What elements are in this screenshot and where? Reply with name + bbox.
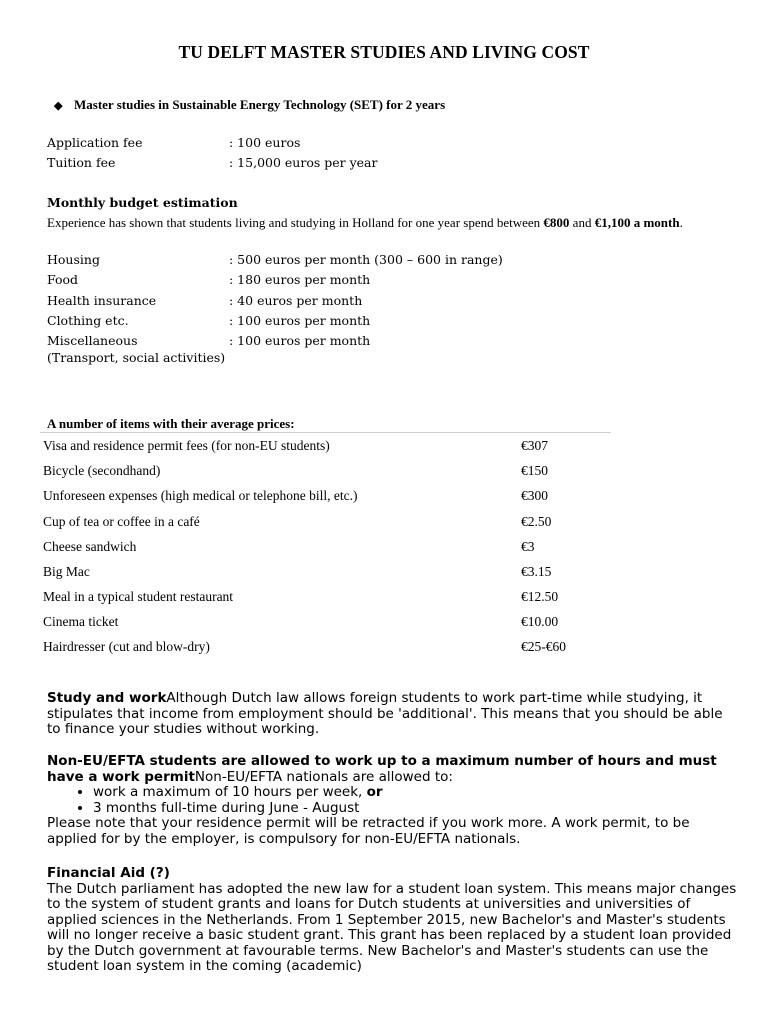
budget-row	[47, 293, 362, 309]
study-work-body: Although Dutch law allows foreign students to work part-time while studying, it stipulates that income from employment should be 'additional'. This means that you should be able to finance your studies without working.	[47, 690, 723, 737]
fee-row	[47, 135, 300, 151]
list-item	[93, 785, 737, 801]
financial-aid-body: The Dutch parliament has adopted the new law for a student loan system. This means major changes to the system of student grants and loans for Dutch students at universities and universities of applied sciences in the Netherlands. From 1 September 2015, new Bachelor's and Master's students will no longer receive a basic student grant. This grant has been replaced by a student loan provided by the Dutch government at favourable terms. New Bachelor's and Master's students can use the student loan system in the coming (academic)	[47, 880, 737, 974]
budget-label: Miscellaneous	[47, 333, 138, 348]
item-price: €10.00	[521, 614, 559, 629]
item-name: Meal in a typical student restaurant	[43, 589, 234, 604]
study-work-heading: Study and work	[47, 690, 167, 706]
budget-value: : 180 euros per month	[229, 272, 371, 287]
budget-low: €800	[543, 215, 570, 230]
item-price: €3.15	[521, 564, 552, 579]
item-price: €150	[521, 463, 548, 478]
item-price: €12.50	[521, 589, 559, 604]
items-divider	[40, 432, 611, 433]
fee-value: : 100 euros	[229, 135, 301, 150]
item-price: €2.50	[521, 514, 552, 529]
budget-note-and: and	[569, 215, 595, 230]
program-bullet	[54, 97, 445, 113]
fee-label: Application fee	[47, 135, 143, 150]
non-eu-section	[47, 754, 737, 847]
bullet-or: or	[366, 784, 383, 800]
item-name: Big Mac	[43, 564, 90, 579]
budget-label: Health insurance	[47, 293, 157, 308]
budget-misc-sub: (Transport, social activities)	[47, 350, 226, 365]
budget-row	[47, 272, 370, 288]
financial-aid-heading: Financial Aid (?)	[47, 865, 170, 881]
item-name: Unforeseen expenses (high medical or telephone bill, etc.)	[43, 488, 358, 503]
item-price: €3	[521, 539, 535, 554]
list-item: • 3 months full-time during June - August	[93, 801, 737, 817]
study-work-section	[47, 691, 737, 738]
budget-value: : 500 euros per month (300 – 600 in range)	[229, 252, 503, 267]
financial-aid-section	[47, 866, 737, 975]
fee-value: : 15,000 euros per year	[229, 155, 378, 170]
item-price: €25-€60	[521, 639, 566, 654]
item-price: €307	[521, 438, 548, 453]
item-name: Cheese sandwich	[43, 539, 137, 554]
non-eu-heading: Non-EU/EFTA students are allowed to work up to a maximum number of hours and must have a work permit	[47, 753, 717, 785]
budget-label: Housing	[47, 252, 100, 267]
budget-high: €1,100 a month	[594, 215, 680, 230]
budget-row	[47, 252, 503, 268]
item-price: €300	[521, 488, 548, 503]
budget-note	[47, 214, 707, 231]
item-name: Cup of tea or coffee in a café	[43, 514, 200, 529]
item-name: Cinema ticket	[43, 614, 119, 629]
non-eu-list	[47, 785, 737, 816]
budget-note-text: Experience has shown that students living and studying in Holland for one year spend between	[47, 215, 544, 230]
item-name: Visa and residence permit fees (for non-EU students)	[43, 438, 330, 453]
item-name: Bicycle (secondhand)	[43, 463, 161, 478]
fee-label: Tuition fee	[47, 155, 116, 170]
page-title: TU DELFT MASTER STUDIES AND LIVING COST	[178, 42, 590, 62]
bullet-text: work a maximum of 10 hours per week,	[93, 784, 367, 800]
budget-label: Clothing etc.	[47, 313, 129, 328]
budget-value: : 100 euros per month	[229, 333, 371, 348]
fee-row	[47, 155, 377, 171]
budget-row	[47, 313, 370, 329]
budget-heading: Monthly budget estimation	[47, 195, 238, 210]
budget-value: : 100 euros per month	[229, 313, 371, 328]
program-text: Master studies in Sustainable Energy Technology (SET) for 2 years	[74, 97, 446, 112]
budget-value: : 40 euros per month	[229, 293, 363, 308]
budget-label: Food	[47, 272, 79, 287]
budget-row	[47, 333, 370, 349]
item-name: Hairdresser (cut and blow-dry)	[43, 639, 210, 654]
non-eu-intro: Non-EU/EFTA nationals are allowed to:	[194, 768, 453, 785]
items-heading: A number of items with their average prices:	[47, 416, 295, 431]
budget-note-end: .	[679, 215, 683, 230]
diamond-bullet-icon: ◆	[54, 100, 63, 112]
non-eu-note: Please note that your residence permit will be retracted if you work more. A work permit, to be applied for by the employer, is compulsory for non-EU/EFTA nationals.	[47, 815, 690, 847]
